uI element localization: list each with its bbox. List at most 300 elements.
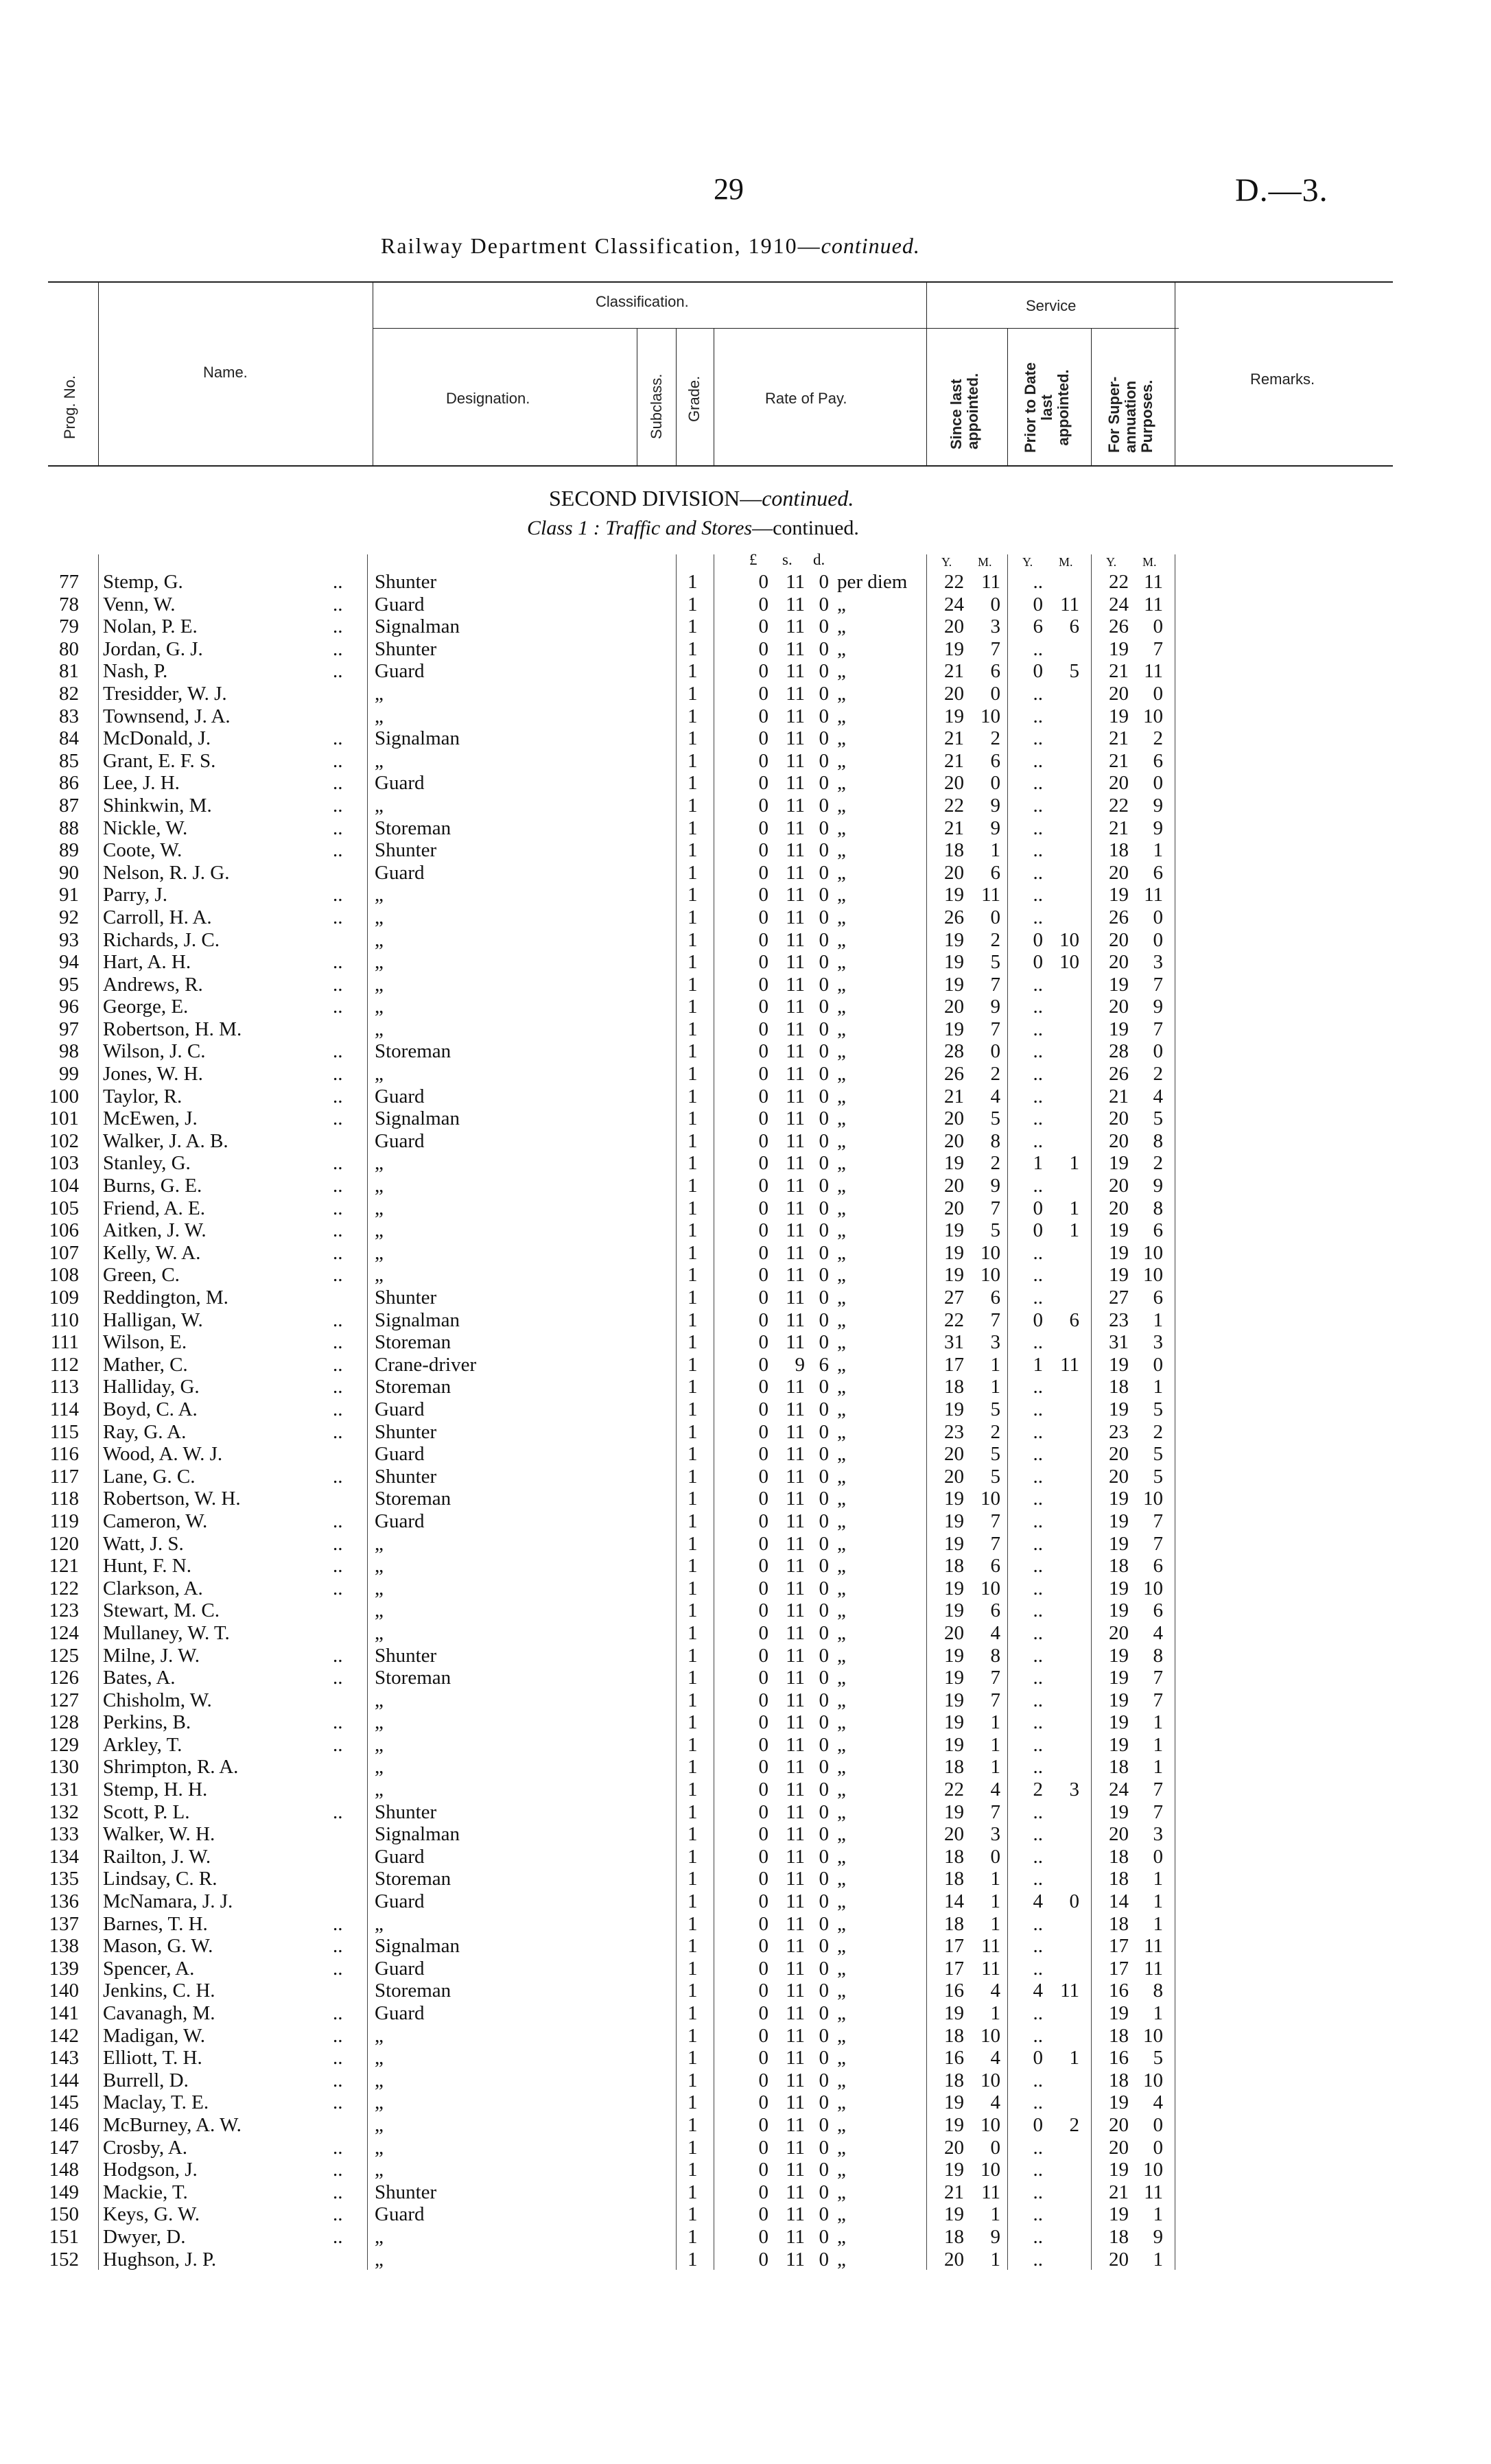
grade: 1 — [688, 1420, 698, 1443]
table-row — [0, 1533, 1491, 1556]
employee-name: Wilson, J. C. — [103, 1040, 206, 1063]
name-leader-dots: .. — [333, 2069, 343, 2091]
pay-pounds: 0 — [758, 2002, 768, 2024]
table-row — [0, 1980, 1491, 2002]
designation: „ — [375, 1175, 384, 1197]
since-months: 1 — [990, 1733, 1000, 1756]
designation: Storeman — [375, 1868, 451, 1890]
grade: 1 — [688, 1063, 698, 1086]
super-months: 0 — [1153, 615, 1163, 638]
prog-no: 83 — [59, 705, 79, 727]
since-years: 18 — [944, 1756, 964, 1779]
table-row — [0, 2249, 1491, 2271]
table-row — [0, 2203, 1491, 2226]
since-years: 20 — [944, 1621, 964, 1644]
grade: 1 — [688, 928, 698, 951]
pay-shillings: 11 — [786, 1040, 805, 1063]
header-prior-line3: appointed. — [1055, 369, 1072, 446]
prog-no: 79 — [59, 615, 79, 638]
table-row — [0, 750, 1491, 773]
table-row — [0, 1689, 1491, 1712]
pay-period: „ — [837, 1890, 846, 1913]
prog-no: 100 — [49, 1085, 79, 1107]
super-months: 7 — [1153, 1532, 1163, 1555]
since-months: 5 — [990, 1443, 1000, 1466]
table-row — [0, 1779, 1491, 1801]
super-years: 20 — [1109, 1175, 1129, 1197]
pay-shillings: 11 — [786, 1107, 805, 1130]
pay-pounds: 0 — [758, 1711, 768, 1734]
pay-shillings: 11 — [786, 1063, 805, 1086]
pay-pence: 0 — [819, 1667, 829, 1689]
header-prior-line1: Prior to Date — [1022, 362, 1039, 453]
since-years: 21 — [944, 660, 964, 683]
employee-name: Watt, J. S. — [103, 1532, 184, 1555]
prog-no: 133 — [49, 1823, 79, 1846]
prog-no: 141 — [49, 2002, 79, 2024]
pay-period: „ — [837, 2002, 846, 2024]
grade: 1 — [688, 705, 698, 727]
table-row — [0, 1086, 1491, 1108]
since-months: 10 — [981, 705, 1000, 727]
grade: 1 — [688, 1465, 698, 1488]
pay-period: „ — [837, 1733, 846, 1756]
designation: Storeman — [375, 1667, 451, 1689]
name-leader-dots: .. — [333, 973, 343, 996]
pay-shillings: 11 — [786, 1599, 805, 1622]
pay-shillings: 11 — [786, 1510, 805, 1532]
pay-period: „ — [837, 884, 846, 906]
pay-shillings: 11 — [786, 1309, 805, 1331]
pay-pence: 0 — [819, 1331, 829, 1354]
since-months: 7 — [990, 1197, 1000, 1219]
pay-pence: 0 — [819, 884, 829, 906]
prior-years: 0 — [1033, 2113, 1043, 2136]
since-months: 5 — [990, 1465, 1000, 1488]
unit-years-super: Y. — [1106, 555, 1117, 569]
header-subclass: Subclass. — [648, 373, 665, 439]
name-leader-dots: .. — [333, 1510, 343, 1532]
super-months: 1 — [1153, 2203, 1163, 2226]
super-years: 19 — [1109, 1152, 1129, 1175]
pay-pence: 0 — [819, 1756, 829, 1779]
since-years: 16 — [944, 2047, 964, 2069]
since-years: 20 — [944, 1107, 964, 1130]
super-months: 5 — [1153, 1398, 1163, 1420]
prior-years: .. — [1033, 817, 1043, 839]
since-years: 19 — [944, 884, 964, 906]
super-months: 7 — [1153, 973, 1163, 996]
prog-no: 130 — [49, 1756, 79, 1779]
employee-name: Lee, J. H. — [103, 772, 180, 795]
pay-pence: 0 — [819, 861, 829, 884]
since-years: 18 — [944, 2024, 964, 2047]
pay-period: „ — [837, 1264, 846, 1287]
pay-shillings: 11 — [786, 1779, 805, 1801]
pay-shillings: 11 — [786, 1577, 805, 1599]
pay-shillings: 11 — [786, 1733, 805, 1756]
since-years: 19 — [944, 2159, 964, 2181]
prog-no: 118 — [49, 1488, 79, 1510]
grade: 1 — [688, 1644, 698, 1667]
prior-years: .. — [1033, 1331, 1043, 1354]
pay-shillings: 11 — [786, 1532, 805, 1555]
header-remarks: Remarks. — [1250, 371, 1315, 388]
employee-name: Boyd, C. A. — [103, 1398, 198, 1420]
table-row — [0, 1175, 1491, 1197]
grade: 1 — [688, 1532, 698, 1555]
prior-years: 0 — [1033, 2047, 1043, 2069]
super-months: 11 — [1144, 1957, 1163, 1980]
designation: „ — [375, 1689, 384, 1711]
pay-shillings: 11 — [786, 727, 805, 750]
designation: Guard — [375, 1890, 425, 1913]
pay-pence: 0 — [819, 2024, 829, 2047]
table-row — [0, 1756, 1491, 1779]
since-months: 1 — [990, 2002, 1000, 2024]
designation: Guard — [375, 660, 425, 683]
since-years: 26 — [944, 1063, 964, 1086]
pay-period: „ — [837, 1823, 846, 1846]
pay-pence: 0 — [819, 1577, 829, 1599]
employee-name: Barnes, T. H. — [103, 1912, 208, 1935]
header-prior-line2: last — [1038, 395, 1055, 421]
super-months: 3 — [1153, 1823, 1163, 1846]
pay-shillings: 11 — [786, 1957, 805, 1980]
employee-name: Maclay, T. E. — [103, 2091, 209, 2114]
pay-period: „ — [837, 1085, 846, 1107]
prior-years: 0 — [1033, 951, 1043, 974]
employee-name: Crosby, A. — [103, 2136, 187, 2159]
employee-name: Arkley, T. — [103, 1733, 183, 1756]
super-years: 18 — [1109, 1555, 1129, 1577]
super-months: 8 — [1153, 1980, 1163, 2002]
header-super-line1: For Super- — [1105, 376, 1123, 453]
pay-shillings: 11 — [786, 1085, 805, 1107]
pay-pounds: 0 — [758, 1689, 768, 1711]
grade: 1 — [688, 839, 698, 862]
super-years: 19 — [1109, 2203, 1129, 2226]
pay-pounds: 0 — [758, 615, 768, 638]
pay-period: „ — [837, 749, 846, 772]
super-months: 6 — [1153, 1555, 1163, 1577]
designation: „ — [375, 2069, 384, 2091]
prior-years: .. — [1033, 571, 1043, 593]
pay-pence: 0 — [819, 1845, 829, 1868]
super-years: 20 — [1109, 996, 1129, 1018]
since-months: 6 — [990, 1555, 1000, 1577]
pay-period: „ — [837, 817, 846, 839]
prior-years: .. — [1033, 1063, 1043, 1086]
employee-name: Parry, J. — [103, 884, 167, 906]
table-row — [0, 2069, 1491, 2092]
designation: „ — [375, 973, 384, 996]
employee-name: Elliott, T. H. — [103, 2047, 202, 2069]
employee-name: Railton, J. W. — [103, 1845, 211, 1868]
pay-shillings: 11 — [786, 1621, 805, 1644]
grade: 1 — [688, 1129, 698, 1152]
pay-shillings: 11 — [786, 1890, 805, 1913]
since-months: 9 — [990, 817, 1000, 839]
pay-period: „ — [837, 839, 846, 862]
prior-years: .. — [1033, 1555, 1043, 1577]
prog-no: 128 — [49, 1711, 79, 1734]
prior-months: 10 — [1059, 951, 1079, 974]
table-row — [0, 638, 1491, 661]
name-leader-dots: .. — [333, 1800, 343, 1823]
designation: „ — [375, 1756, 384, 1779]
designation: Shunter — [375, 1465, 437, 1488]
since-months: 2 — [990, 1152, 1000, 1175]
super-years: 20 — [1109, 2136, 1129, 2159]
grade: 1 — [688, 1398, 698, 1420]
pay-pounds: 0 — [758, 1756, 768, 1779]
class-title — [527, 517, 859, 540]
pay-pounds: 0 — [758, 1868, 768, 1890]
prior-years: .. — [1033, 1420, 1043, 1443]
prior-years: .. — [1033, 1845, 1043, 1868]
employee-name: Robertson, H. M. — [103, 1018, 242, 1040]
super-years: 22 — [1109, 571, 1129, 593]
prog-no: 115 — [49, 1420, 79, 1443]
grade: 1 — [688, 817, 698, 839]
since-months: 1 — [990, 1711, 1000, 1734]
pay-pence: 0 — [819, 1733, 829, 1756]
prog-no: 87 — [59, 794, 79, 817]
pay-shillings: 11 — [786, 1465, 805, 1488]
pay-period: „ — [837, 951, 846, 974]
name-leader-dots: .. — [333, 1376, 343, 1398]
since-months: 11 — [981, 1957, 1000, 1980]
pay-period: „ — [837, 1935, 846, 1958]
pay-pounds: 0 — [758, 1890, 768, 1913]
prog-no: 84 — [59, 727, 79, 750]
prog-no: 107 — [49, 1241, 79, 1264]
header-since-last-appointed — [948, 373, 981, 449]
grade: 1 — [688, 637, 698, 660]
since-years: 18 — [944, 1912, 964, 1935]
since-years: 21 — [944, 1085, 964, 1107]
pay-pence: 0 — [819, 2225, 829, 2248]
super-months: 5 — [1153, 1107, 1163, 1130]
pay-pounds: 0 — [758, 906, 768, 928]
table-row — [0, 951, 1491, 974]
pay-period: „ — [837, 1532, 846, 1555]
table-row — [0, 1376, 1491, 1398]
pay-pence: 0 — [819, 1040, 829, 1063]
pay-pence: 0 — [819, 2047, 829, 2069]
pay-shillings: 11 — [786, 1711, 805, 1734]
super-months: 4 — [1153, 2091, 1163, 2114]
pay-period: „ — [837, 1063, 846, 1086]
header-rate-of-pay: Rate of Pay. — [765, 390, 847, 407]
pay-shillings: 11 — [786, 772, 805, 795]
grade: 1 — [688, 1912, 698, 1935]
grade: 1 — [688, 1488, 698, 1510]
prog-no: 117 — [49, 1465, 79, 1488]
super-months: 10 — [1143, 1264, 1163, 1287]
pay-pounds: 0 — [758, 1957, 768, 1980]
prog-no: 137 — [49, 1912, 79, 1935]
designation: Storeman — [375, 1331, 451, 1354]
prog-no: 110 — [49, 1309, 79, 1331]
pay-shillings: 11 — [786, 2047, 805, 2069]
super-years: 20 — [1109, 1443, 1129, 1466]
grade: 1 — [688, 1599, 698, 1622]
super-months: 2 — [1153, 1152, 1163, 1175]
since-months: 11 — [981, 884, 1000, 906]
pay-pence: 0 — [819, 1957, 829, 1980]
pay-period: „ — [837, 1845, 846, 1868]
pay-pence: 0 — [819, 1129, 829, 1152]
since-years: 19 — [944, 1018, 964, 1040]
pay-pence: 0 — [819, 1175, 829, 1197]
table-row — [0, 1354, 1491, 1376]
pay-period: „ — [837, 2203, 846, 2226]
name-leader-dots: .. — [333, 2203, 343, 2226]
super-years: 19 — [1109, 1510, 1129, 1532]
prog-no: 80 — [59, 637, 79, 660]
since-years: 26 — [944, 906, 964, 928]
pay-shillings: 11 — [786, 2069, 805, 2091]
unit-years-since: Y. — [941, 555, 952, 569]
pay-shillings: 11 — [786, 973, 805, 996]
super-months: 7 — [1153, 1018, 1163, 1040]
employee-name: Keys, G. W. — [103, 2203, 200, 2226]
since-years: 19 — [944, 973, 964, 996]
prior-years: 2 — [1033, 1779, 1043, 1801]
pay-pounds: 0 — [758, 817, 768, 839]
since-months: 6 — [990, 660, 1000, 683]
super-months: 7 — [1153, 637, 1163, 660]
pay-pence: 0 — [819, 1085, 829, 1107]
prog-no: 121 — [49, 1555, 79, 1577]
prog-no: 98 — [59, 1040, 79, 1063]
super-years: 19 — [1109, 637, 1129, 660]
pay-period: „ — [837, 794, 846, 817]
pay-pence: 0 — [819, 1555, 829, 1577]
since-years: 21 — [944, 749, 964, 772]
grade: 1 — [688, 1823, 698, 1846]
super-years: 19 — [1109, 1219, 1129, 1242]
pay-period: „ — [837, 2136, 846, 2159]
employee-name: Burrell, D. — [103, 2069, 189, 2091]
employee-name: Jenkins, C. H. — [103, 1980, 215, 2002]
pay-shillings: 11 — [786, 1241, 805, 1264]
super-years: 16 — [1109, 2047, 1129, 2069]
prior-years: .. — [1033, 2136, 1043, 2159]
since-months: 0 — [990, 2136, 1000, 2159]
header-name: Name. — [203, 364, 248, 381]
pay-shillings: 11 — [786, 571, 805, 593]
since-years: 20 — [944, 1129, 964, 1152]
pay-pounds: 0 — [758, 1219, 768, 1242]
name-leader-dots: .. — [333, 1957, 343, 1980]
employee-name: Venn, W. — [103, 593, 176, 615]
since-months: 1 — [990, 1868, 1000, 1890]
pay-pence: 0 — [819, 2136, 829, 2159]
header-top-rule — [48, 281, 1393, 283]
designation: Crane-driver — [375, 1353, 477, 1376]
grade: 1 — [688, 1219, 698, 1242]
since-months: 9 — [990, 2225, 1000, 2248]
pay-pence: 0 — [819, 1779, 829, 1801]
pay-pounds: 0 — [758, 996, 768, 1018]
grade: 1 — [688, 1667, 698, 1689]
employee-name: Mather, C. — [103, 1353, 188, 1376]
since-years: 14 — [944, 1890, 964, 1913]
since-years: 20 — [944, 996, 964, 1018]
designation: „ — [375, 906, 384, 928]
pay-pounds: 0 — [758, 1241, 768, 1264]
pay-shillings: 11 — [786, 749, 805, 772]
pay-pounds: 0 — [758, 928, 768, 951]
employee-name: Walker, J. A. B. — [103, 1129, 228, 1152]
pay-pounds: 0 — [758, 2181, 768, 2203]
super-years: 26 — [1109, 615, 1129, 638]
header-col-rule-6 — [926, 281, 927, 465]
super-years: 19 — [1109, 2091, 1129, 2114]
pay-shillings: 11 — [786, 1644, 805, 1667]
prior-years: .. — [1033, 772, 1043, 795]
super-months: 5 — [1153, 1443, 1163, 1466]
since-months: 7 — [990, 637, 1000, 660]
pay-pounds: 0 — [758, 1510, 768, 1532]
super-months: 1 — [1153, 2248, 1163, 2271]
designation: Guard — [375, 1845, 425, 1868]
grade: 1 — [688, 2181, 698, 2203]
pay-pence: 0 — [819, 615, 829, 638]
name-leader-dots: .. — [333, 615, 343, 638]
name-leader-dots: .. — [333, 1241, 343, 1264]
pay-pounds: 0 — [758, 1644, 768, 1667]
since-months: 0 — [990, 1040, 1000, 1063]
since-years: 19 — [944, 1689, 964, 1711]
since-months: 2 — [990, 1063, 1000, 1086]
prior-years: .. — [1033, 1532, 1043, 1555]
table-row — [0, 2226, 1491, 2249]
since-months: 4 — [990, 1779, 1000, 1801]
table-row — [0, 1488, 1491, 1510]
pay-period: „ — [837, 1331, 846, 1354]
since-years: 20 — [944, 682, 964, 705]
pay-pounds: 0 — [758, 1197, 768, 1219]
prior-years: .. — [1033, 1577, 1043, 1599]
pay-period: „ — [837, 1488, 846, 1510]
designation: Storeman — [375, 817, 451, 839]
name-leader-dots: .. — [333, 2024, 343, 2047]
prog-no: 101 — [49, 1107, 79, 1130]
since-months: 4 — [990, 2047, 1000, 2069]
prog-no: 126 — [49, 1667, 79, 1689]
super-months: 6 — [1153, 1287, 1163, 1309]
super-months: 1 — [1153, 1890, 1163, 1913]
since-months: 5 — [990, 1398, 1000, 1420]
super-years: 19 — [1109, 1353, 1129, 1376]
grade: 1 — [688, 1510, 698, 1532]
name-leader-dots: .. — [333, 794, 343, 817]
employee-name: Shinkwin, M. — [103, 794, 212, 817]
since-years: 17 — [944, 1935, 964, 1958]
name-leader-dots: .. — [333, 1107, 343, 1130]
since-years: 20 — [944, 1443, 964, 1466]
super-months: 0 — [1153, 1845, 1163, 1868]
pay-pence: 0 — [819, 2069, 829, 2091]
since-years: 20 — [944, 1175, 964, 1197]
super-years: 21 — [1109, 1085, 1129, 1107]
pay-period: „ — [837, 1689, 846, 1711]
pay-pence: 0 — [819, 1800, 829, 1823]
